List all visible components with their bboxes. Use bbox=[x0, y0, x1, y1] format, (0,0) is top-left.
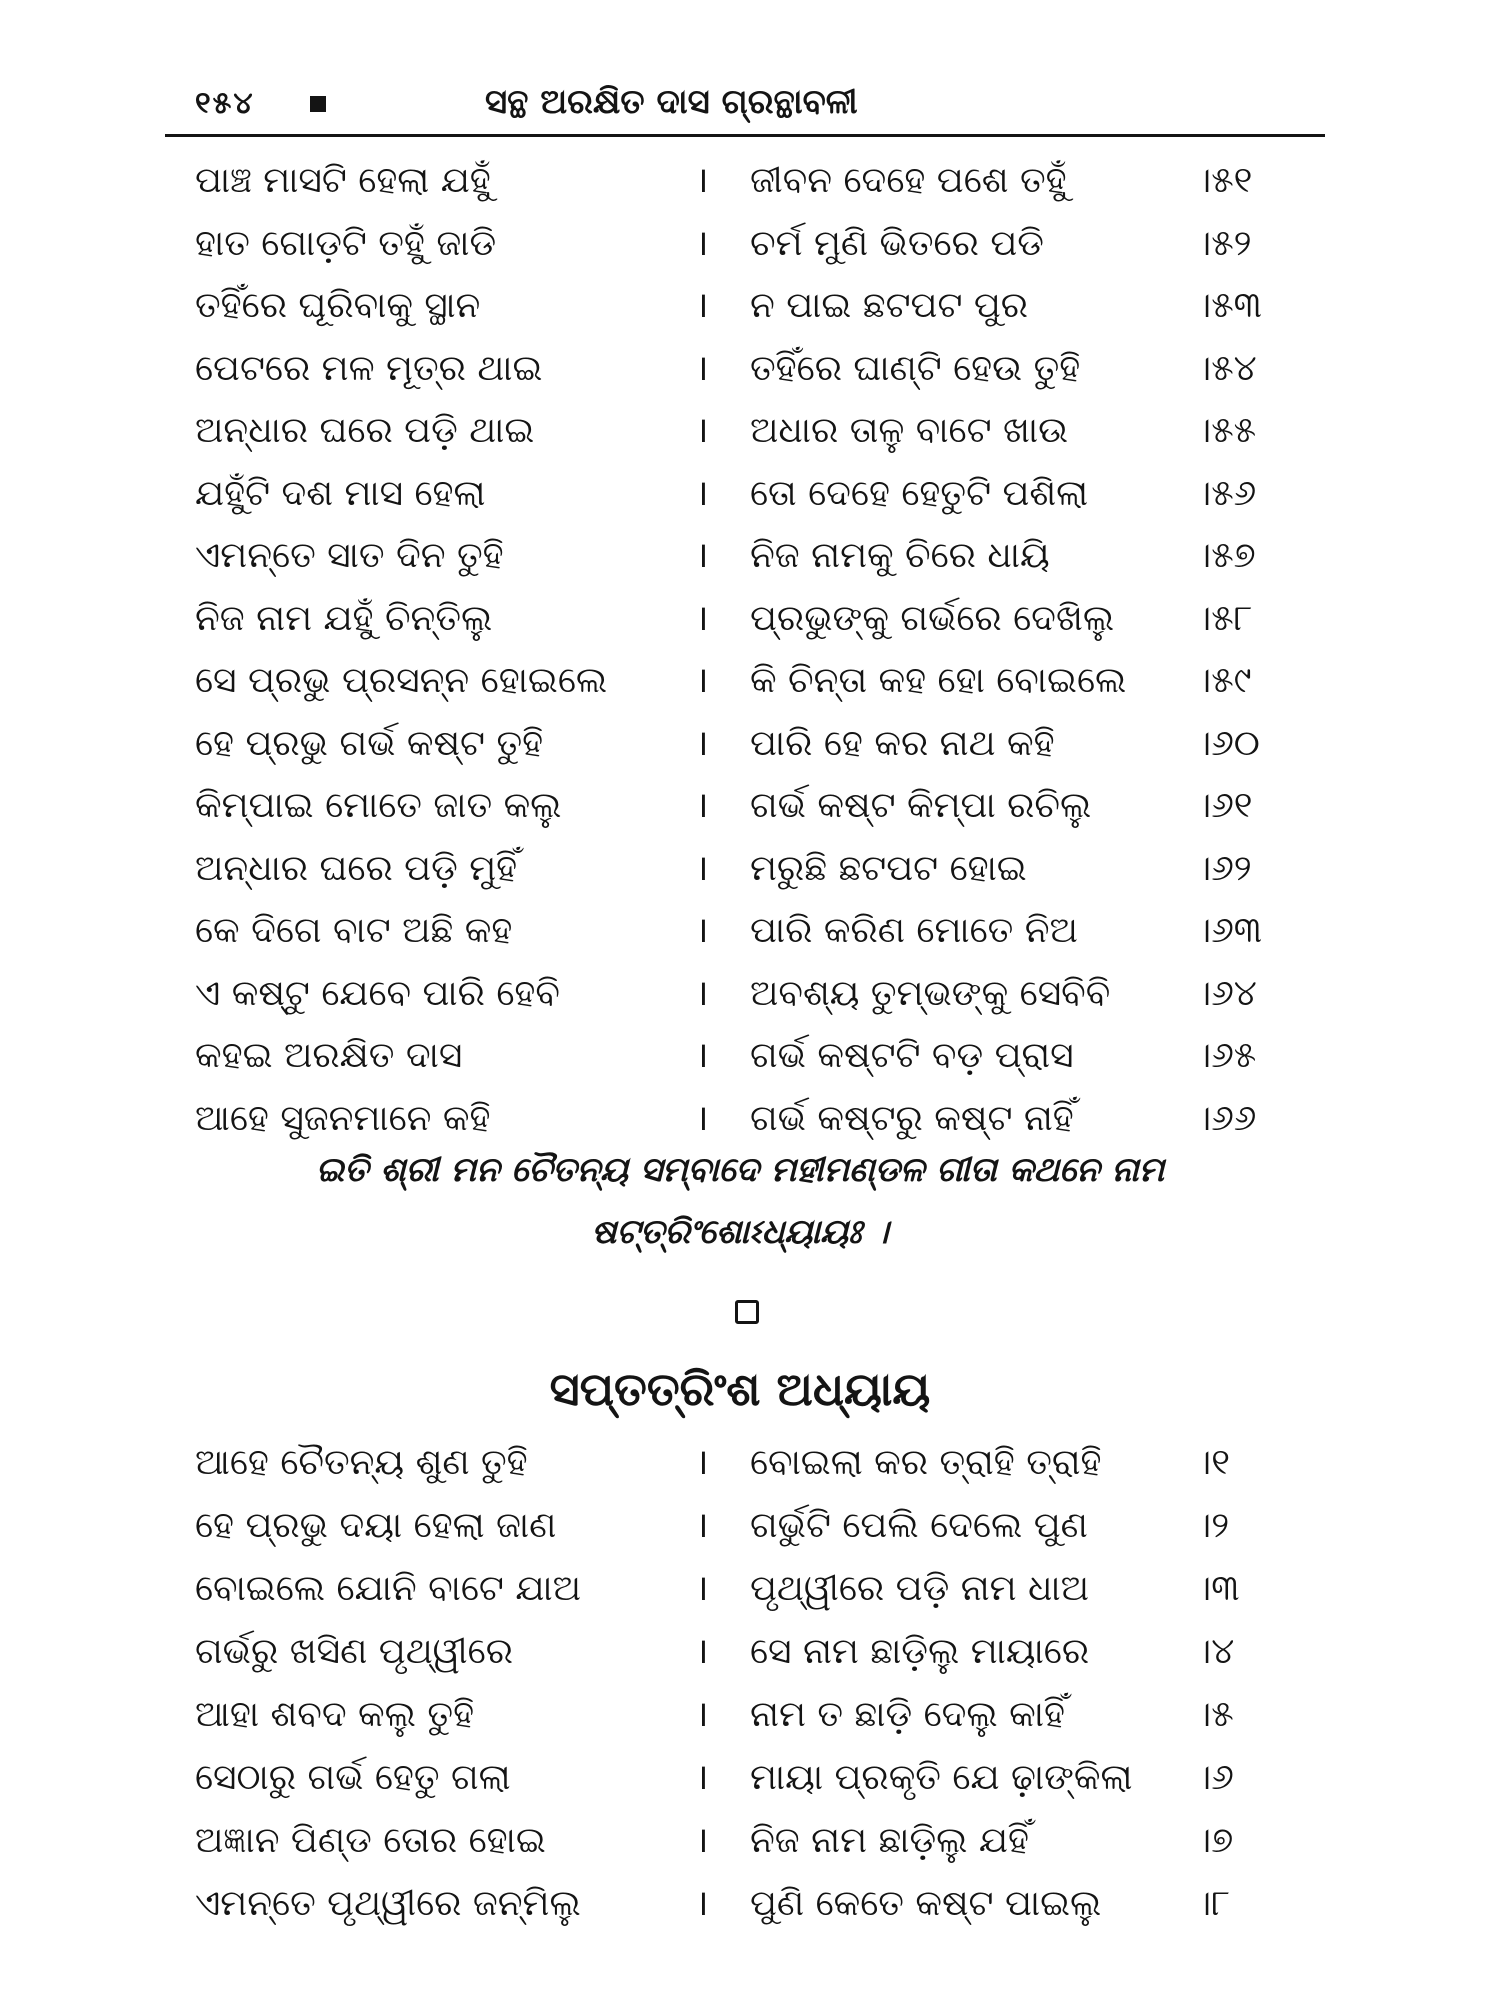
verse-line-b: ପୁଣି କେତେ କଷ୍ଟ ପାଇଲୁ bbox=[750, 1883, 1102, 1924]
verse-separator: । bbox=[695, 972, 709, 1014]
verse-row bbox=[195, 1025, 1305, 1088]
verse-separator: । bbox=[695, 660, 709, 701]
page-number: ୧୫୪ bbox=[195, 86, 255, 121]
verse-row bbox=[195, 900, 1305, 963]
verse-row bbox=[195, 213, 1305, 276]
verse-line-a: ହେ ପ୍ରଭୁ ଗର୍ଭ କଷ୍ଟ ତୁହି bbox=[195, 722, 544, 764]
verse-separator: । bbox=[695, 1505, 709, 1546]
verse-separator: । bbox=[695, 785, 709, 826]
verse-line-a: କିମ୍ପାଇ ମୋତେ ଜାତ କଲୁ bbox=[195, 785, 562, 826]
verse-line-a: ବୋଇଲେ ଯୋନି ବାଟେ ଯାଅ bbox=[195, 1568, 582, 1609]
verse-separator: । bbox=[695, 222, 709, 264]
verse-line-a: ଏମନ୍ତେ ସାତ ଦିନ ତୁହି bbox=[195, 535, 504, 576]
verse-line-a: ଆହେ ସୁଜନମାନେ କହି bbox=[195, 1097, 491, 1139]
verse-number: ।୪ bbox=[1195, 1631, 1235, 1672]
verse-line-a: ପାଞ୍ଚ ମାସଟି ହେଲା ଯହୁଁ bbox=[195, 160, 491, 201]
verse-separator: । bbox=[695, 910, 709, 951]
verse-line-a: ଏମନ୍ତେ ପୃଥ୍ୱୀରେ ଜନ୍ମିଲୁ bbox=[195, 1883, 581, 1924]
verse-separator: । bbox=[695, 1097, 709, 1139]
verse-row bbox=[195, 150, 1305, 213]
verse-line-b: ମାୟା ପ୍ରକୃତି ଯେ ଢ଼ାଙ୍କିଲା bbox=[750, 1757, 1133, 1798]
verse-number: ।୫୩ bbox=[1195, 285, 1262, 326]
verse-line-b: ଅବଶ୍ୟ ତୁମ୍ଭଙ୍କୁ ସେବିବି bbox=[750, 972, 1111, 1014]
verse-separator: । bbox=[695, 1883, 709, 1924]
running-title: ସନ୍ଥ ଅରକ୍ଷିତ ଦାସ ଗ୍ରନ୍ଥାବଳୀ bbox=[485, 82, 858, 122]
verse-line-b: ଅଧାର ତାଳୁ ବାଟେ ଖାଉ bbox=[750, 410, 1069, 451]
verse-row bbox=[195, 1495, 1305, 1558]
verse-line-a: ଅନ୍ଧାର ଘରେ ପଡ଼ି ଥାଇ bbox=[195, 410, 535, 451]
verse-separator: । bbox=[695, 847, 709, 889]
chapter-colophon-line-2: ଷଟ୍‌ତ୍ରିଂଶୋଽଧ୍ୟାୟଃ । bbox=[591, 1212, 889, 1252]
verse-line-a: ସେ ପ୍ରଭୁ ପ୍ରସନ୍ନ ହୋଇଲେ bbox=[195, 660, 608, 701]
verse-line-b: ତୋ ଦେହେ ହେତୁଟି ପଶିଲା bbox=[750, 472, 1089, 514]
verse-row bbox=[195, 650, 1305, 713]
verse-row bbox=[195, 1747, 1305, 1810]
verse-row bbox=[195, 1873, 1305, 1936]
verse-separator: । bbox=[695, 1757, 709, 1798]
verse-line-b: ନିଜ ନାମକୁ ଚିରେ ଧାୟି bbox=[750, 535, 1050, 576]
verse-line-b: ପୃଥ୍ୱୀରେ ପଡ଼ି ନାମ ଧାଅ bbox=[750, 1568, 1089, 1609]
verse-row bbox=[195, 1558, 1305, 1621]
verse-separator: । bbox=[695, 410, 709, 451]
verse-line-a: ଆହା ଶବଦ କଲୁ ତୁହି bbox=[195, 1694, 475, 1735]
chapter-heading: ସପ୍ତତ୍ରିଂଶ ଅଧ୍ୟାୟ bbox=[549, 1362, 931, 1416]
verse-separator: । bbox=[695, 535, 709, 576]
verse-line-b: କି ଚିନ୍ତା କହ ହୋ ବୋଇଲେ bbox=[750, 660, 1127, 701]
verse-separator: । bbox=[695, 347, 709, 389]
verse-line-b: ପ୍ରଭୁଙ୍କୁ ଗର୍ଭରେ ଦେଖିଲୁ bbox=[750, 597, 1115, 639]
header-rule bbox=[165, 134, 1325, 137]
verse-line-b: ଜୀବନ ଦେହେ ପଶେ ତହୁଁ bbox=[750, 160, 1067, 201]
verse-line-a: ଗର୍ଭରୁ ଖସିଣ ପୃଥ୍ୱୀରେ bbox=[195, 1631, 513, 1672]
verse-separator: । bbox=[695, 722, 709, 764]
verse-number: ।୬ bbox=[1195, 1757, 1234, 1798]
verse-row bbox=[195, 1432, 1305, 1495]
verse-line-b: ବୋଇଲା କର ତ୍ରାହି ତ୍ରାହି bbox=[750, 1442, 1102, 1483]
verse-number: ।୫୬ bbox=[1195, 472, 1257, 514]
verse-number: ।୬୬ bbox=[1195, 1097, 1257, 1139]
verse-separator: । bbox=[695, 1442, 709, 1483]
verse-separator: । bbox=[695, 1820, 709, 1861]
verse-number: ।୫୪ bbox=[1195, 347, 1257, 389]
verse-line-b: ଗର୍ଭ କଷ୍ଟ କିମ୍ପା ରଚିଲୁ bbox=[750, 785, 1092, 826]
verse-row bbox=[195, 338, 1305, 401]
verse-separator: । bbox=[695, 160, 709, 201]
verse-row bbox=[195, 588, 1305, 651]
verse-number: ।୭ bbox=[1195, 1820, 1234, 1861]
verse-line-a: କେ ଦିଗେ ବାଟ ଅଛି କହ bbox=[195, 910, 513, 951]
verse-row bbox=[195, 1088, 1305, 1151]
verse-line-b: ଚର୍ମ ମୁଣି ଭିତରେ ପଡି bbox=[750, 222, 1044, 264]
verse-number: ।୬୦ bbox=[1195, 722, 1260, 764]
verse-separator: । bbox=[695, 285, 709, 326]
verse-list-chapter-37 bbox=[195, 1432, 1305, 1936]
verse-number: ।୫୧ bbox=[1195, 160, 1253, 201]
verse-line-b: ନିଜ ନାମ ଛାଡ଼ିଲୁ ଯହିଁ bbox=[750, 1820, 1029, 1861]
verse-row bbox=[195, 463, 1305, 526]
verse-row bbox=[195, 1684, 1305, 1747]
verse-separator: । bbox=[695, 472, 709, 514]
verse-number: ।୫୨ bbox=[1195, 222, 1252, 264]
verse-line-a: କହଇ ଅରକ୍ଷିତ ଦାସ bbox=[195, 1035, 463, 1076]
verse-line-a: ପେଟରେ ମଳ ମୂତ୍ର ଥାଇ bbox=[195, 347, 543, 389]
verse-line-a: ହାତ ଗୋଡ଼ଟି ତହୁଁ ଜାଡି bbox=[195, 222, 497, 264]
verse-line-b: ନ ପାଇ ଛଟପଟ ପୁର bbox=[750, 285, 1029, 326]
verse-separator: । bbox=[695, 597, 709, 639]
verse-line-b: ସେ ନାମ ଛାଡ଼ିଲୁ ମାୟାରେ bbox=[750, 1631, 1090, 1672]
verse-line-a: ତହିଁରେ ଘୂରିବାକୁ ସ୍ଥାନ bbox=[195, 285, 481, 326]
verse-row bbox=[195, 275, 1305, 338]
verse-row bbox=[195, 1621, 1305, 1684]
verse-number: ।୫୯ bbox=[1195, 660, 1252, 701]
verse-row bbox=[195, 775, 1305, 838]
verse-separator: । bbox=[695, 1631, 709, 1672]
verse-row bbox=[195, 1810, 1305, 1873]
verse-number: ।୫୮ bbox=[1195, 597, 1253, 639]
verse-line-b: ଗର୍ଭ କଷ୍ଟରୁ କଷ୍ଟ ନାହିଁ bbox=[750, 1097, 1074, 1139]
verse-number: ।୬୫ bbox=[1195, 1035, 1257, 1076]
verse-line-a: ହେ ପ୍ରଭୁ ଦୟା ହେଲା ଜାଣ bbox=[195, 1505, 557, 1546]
verse-number: ।୩ bbox=[1195, 1568, 1240, 1609]
page-header bbox=[165, 78, 1325, 134]
verse-number: ।୬୪ bbox=[1195, 972, 1257, 1014]
verse-line-b: ଗର୍ଭୁଟି ପେଲି ଦେଲେ ପୁଣ bbox=[750, 1505, 1088, 1546]
verse-line-b: ପାରି ହେ କର ନାଥ କହି bbox=[750, 722, 1055, 764]
verse-separator: । bbox=[695, 1035, 709, 1076]
verse-list-chapter-36 bbox=[195, 150, 1305, 1150]
filled-square-icon bbox=[310, 96, 326, 112]
verse-number: ।୬୩ bbox=[1195, 910, 1263, 951]
verse-number: ।୬୧ bbox=[1195, 785, 1253, 826]
verse-line-a: ଯହୁଁଟି ଦଶ ମାସ ହେଲା bbox=[195, 472, 486, 514]
chapter-colophon-line-1: ଇତି ଶ୍ରୀ ମନ ଚୈତନ୍ୟ ସମ୍ବାଦେ ମହୀମଣ୍ଡଳ ଗୀତା କଥନେ ନାମ bbox=[315, 1150, 1165, 1190]
verse-row bbox=[195, 838, 1305, 901]
verse-line-a: ଏ କଷ୍ଟୁ ଯେବେ ପାରି ହେବି bbox=[195, 972, 560, 1014]
square-outline-icon bbox=[735, 1300, 759, 1324]
verse-line-b: ମରୁଛି ଛଟପଟ ହୋଇ bbox=[750, 847, 1027, 889]
verse-number: ।୧ bbox=[1195, 1442, 1230, 1483]
verse-number: ।୮ bbox=[1195, 1883, 1230, 1924]
verse-row bbox=[195, 963, 1305, 1026]
verse-row bbox=[195, 400, 1305, 463]
verse-line-a: ଅଜ୍ଞାନ ପିଣ୍ଡ ତୋର ହୋଇ bbox=[195, 1820, 546, 1861]
verse-number: ।୬୨ bbox=[1195, 847, 1252, 889]
verse-number: ।୫ bbox=[1195, 1694, 1234, 1735]
verse-line-a: ନିଜ ନାମ ଯହୁଁ ଚିନ୍ତିଲୁ bbox=[195, 597, 493, 639]
verse-line-b: ନାମ ତ ଛାଡ଼ି ଦେଲୁ କାହିଁ bbox=[750, 1694, 1065, 1735]
verse-line-a: ଆହେ ଚୈତନ୍ୟ ଶୁଣ ତୁହି bbox=[195, 1442, 528, 1483]
verse-line-a: ସେଠାରୁ ଗର୍ଭ ହେତୁ ଗଲା bbox=[195, 1757, 511, 1798]
verse-line-b: ତହିଁରେ ଘାଣ୍ଟି ହେଉ ତୁହି bbox=[750, 347, 1081, 389]
verse-number: ।୨ bbox=[1195, 1505, 1230, 1546]
verse-row bbox=[195, 713, 1305, 776]
verse-row bbox=[195, 525, 1305, 588]
verse-number: ।୫୫ bbox=[1195, 410, 1257, 451]
verse-number: ।୫୭ bbox=[1195, 535, 1256, 576]
verse-line-a: ଅନ୍ଧାର ଘରେ ପଡ଼ି ମୁହିଁ bbox=[195, 847, 518, 889]
verse-separator: । bbox=[695, 1694, 709, 1735]
verse-line-b: ଗର୍ଭ କଷ୍ଟଟି ବଡ଼ ପ୍ରାସ bbox=[750, 1035, 1074, 1076]
verse-separator: । bbox=[695, 1568, 709, 1609]
verse-line-b: ପାରି କରିଣ ମୋତେ ନିଅ bbox=[750, 910, 1078, 951]
